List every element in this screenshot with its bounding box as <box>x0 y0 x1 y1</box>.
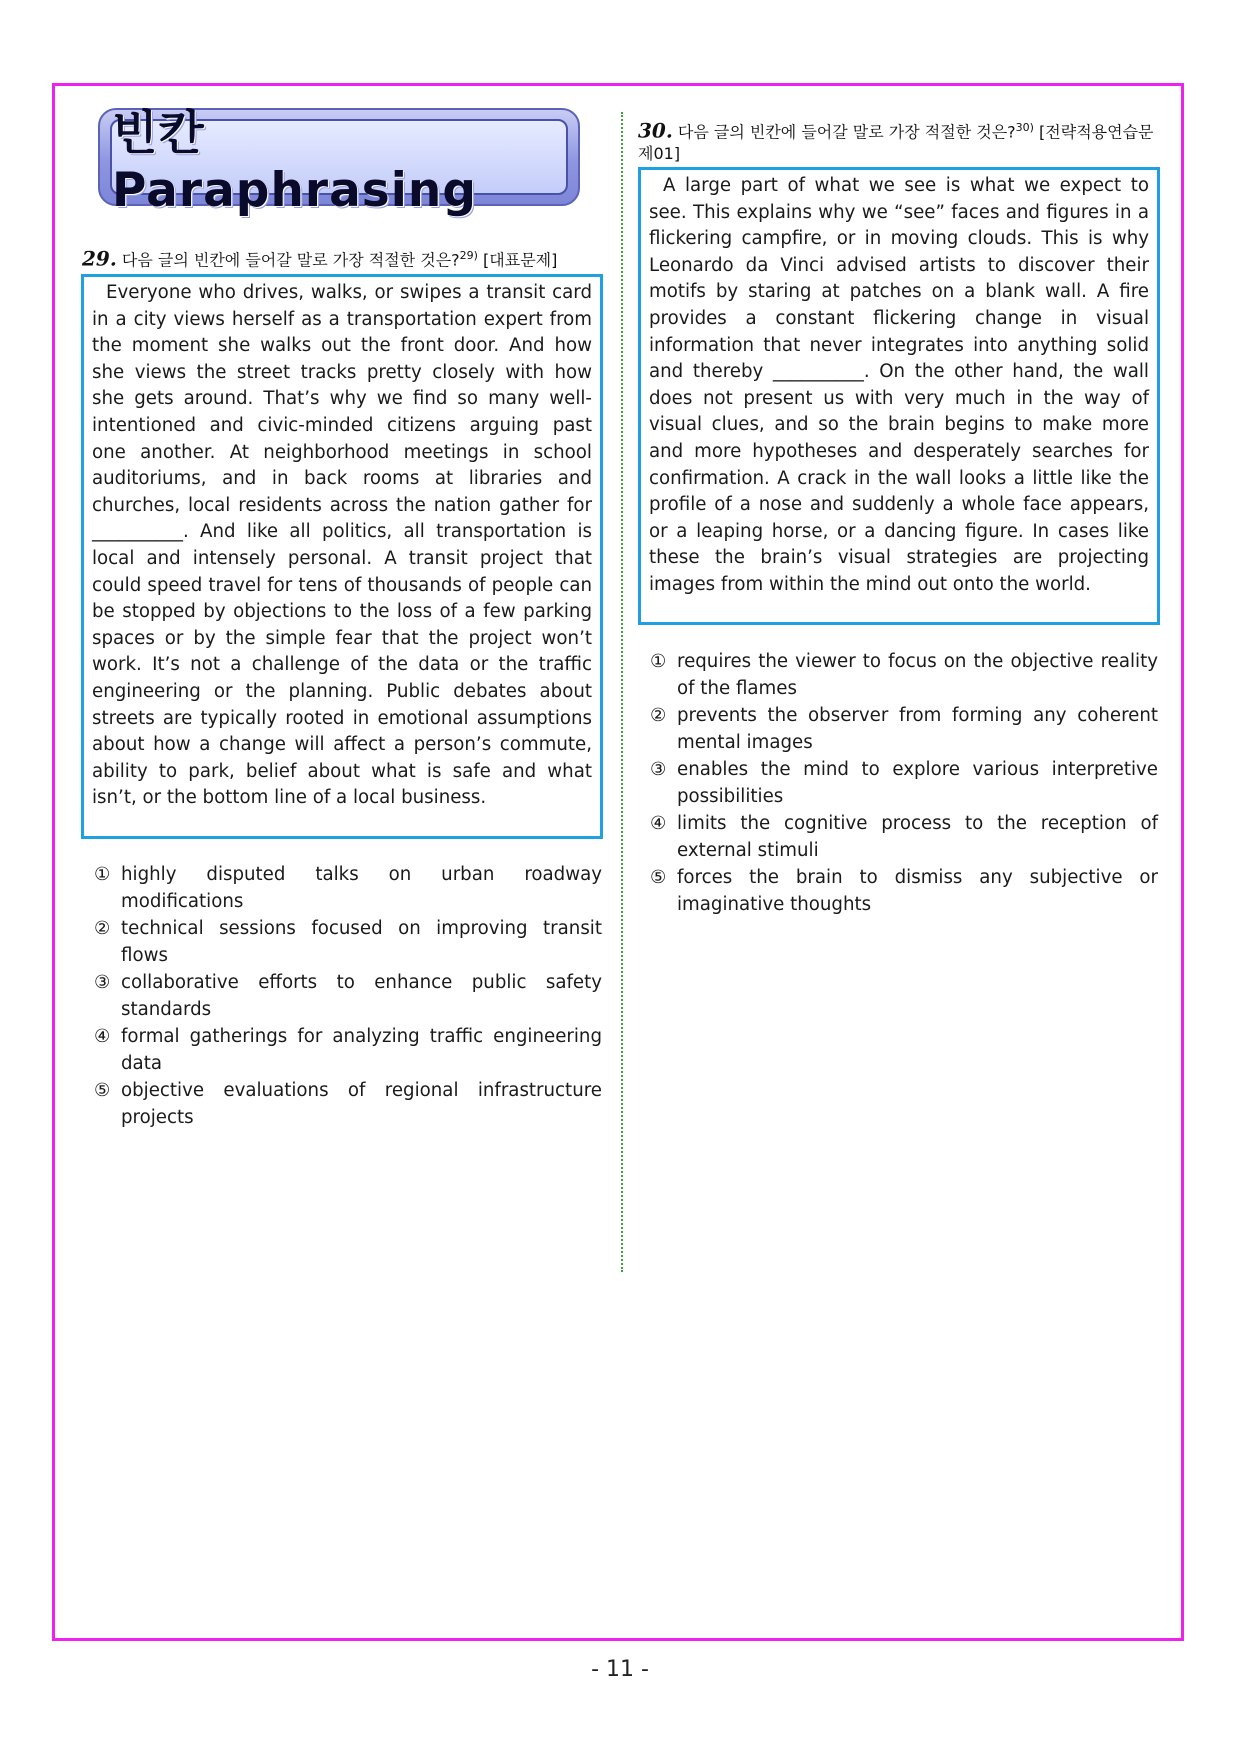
option-mark: ① <box>650 651 667 672</box>
section-banner <box>98 106 580 218</box>
section-banner-inner <box>110 106 568 218</box>
option-text: collaborative efforts to enhance public safety standards <box>121 972 602 1020</box>
q29-tag: [대표문제] <box>483 250 558 270</box>
page-number: - 11 - <box>591 1657 649 1682</box>
option-text: technical sessions focused on improving transit flows <box>121 918 602 966</box>
q30-title <box>638 117 1168 165</box>
q30-option-3[interactable] <box>650 756 1158 810</box>
option-mark: ② <box>94 918 111 939</box>
option-text: forces the brain to dismiss any subjective or imaginative thoughts <box>677 867 1158 915</box>
q30-tag: [전략적용연습문제01] <box>638 122 1154 164</box>
q29-option-5[interactable] <box>94 1077 602 1131</box>
q29-option-1[interactable] <box>94 861 602 915</box>
option-mark: ① <box>94 864 111 885</box>
option-text: limits the cognitive process to the reception of external stimuli <box>677 813 1158 861</box>
q30-options <box>650 648 1158 918</box>
q29-footnote: 29) <box>459 249 478 262</box>
option-text: enables the mind to explore various interpretive possibilities <box>677 759 1158 807</box>
q30-option-5[interactable] <box>650 864 1158 918</box>
q30-option-2[interactable] <box>650 702 1158 756</box>
option-mark: ⑤ <box>650 867 667 888</box>
q30-option-1[interactable] <box>650 648 1158 702</box>
q29-title <box>82 245 622 271</box>
option-mark: ② <box>650 705 667 726</box>
option-text: formal gatherings for analyzing traffic engineering data <box>121 1026 602 1074</box>
q29-number: 29. <box>82 246 117 271</box>
q30-prompt: 다음 글의 빈칸에 들어갈 말로 가장 적절한 것은? <box>677 122 1016 142</box>
option-text: requires the viewer to focus on the objective reality of the flames <box>677 651 1158 699</box>
q29-options <box>94 861 602 1131</box>
option-mark: ④ <box>650 813 667 834</box>
q29-option-3[interactable] <box>94 969 602 1023</box>
q29-passage: Everyone who drives, walks, or swipes a transit card in a city views herself as a transportation expert from the moment she walks out the front door. And how she views the street tracks pretty closely with how she gets around. That’s why we find so many well-intentioned and civic-minded citizens arguing past one another. At neighborhood meetings in school auditoriums, and in back rooms at libraries and churches, local residents across the nation gather for __________. And like all politics, all transportation is local and intensely personal. A transit project that could speed travel for tens of thousands of people can be stopped by objections to the loss of a few parking spaces or by the simple fear that the project won’t work. It’s not a challenge of the data or the traffic engineering or the planning. Public debates about streets are typically rooted in emotional assumptions about how a change will affect a person’s commute, ability to park, belief about what is safe and what isn’t, or the bottom line of a local business. <box>81 274 603 839</box>
option-mark: ⑤ <box>94 1080 111 1101</box>
column-divider <box>621 112 623 1272</box>
option-mark: ④ <box>94 1026 111 1047</box>
option-text: prevents the observer from forming any coherent mental images <box>677 705 1158 753</box>
q29-option-4[interactable] <box>94 1023 602 1077</box>
option-text: highly disputed talks on urban roadway modifications <box>121 864 602 912</box>
option-mark: ③ <box>94 972 111 993</box>
q30-footnote: 30) <box>1015 121 1034 134</box>
option-text: objective evaluations of regional infrastructure projects <box>121 1080 602 1128</box>
section-title: 빈칸 Paraphrasing <box>112 106 477 218</box>
option-mark: ③ <box>650 759 667 780</box>
q30-option-4[interactable] <box>650 810 1158 864</box>
q30-number: 30. <box>638 118 673 143</box>
q29-option-2[interactable] <box>94 915 602 969</box>
q29-prompt: 다음 글의 빈칸에 들어갈 말로 가장 적절한 것은? <box>121 250 460 270</box>
q30-passage: A large part of what we see is what we expect to see. This explains why we “see” faces and figures in a flickering campfire, or in moving clouds. This is why Leonardo da Vinci advised artists to discover their motifs by staring at patches on a blank wall. A fire provides a constant flickering change in visual information that never integrates into anything solid and thereby __________. On the other hand, the wall does not present us with very much in the way of visual clues, and so the brain begins to make more and more hypotheses and desperately searches for confirmation. A crack in the wall looks a little like the profile of a nose and suddenly a whole face appears, or a leaping horse, or a dancing figure. In cases like these the brain’s visual strategies are projecting images from within the mind out onto the world. <box>638 167 1160 625</box>
